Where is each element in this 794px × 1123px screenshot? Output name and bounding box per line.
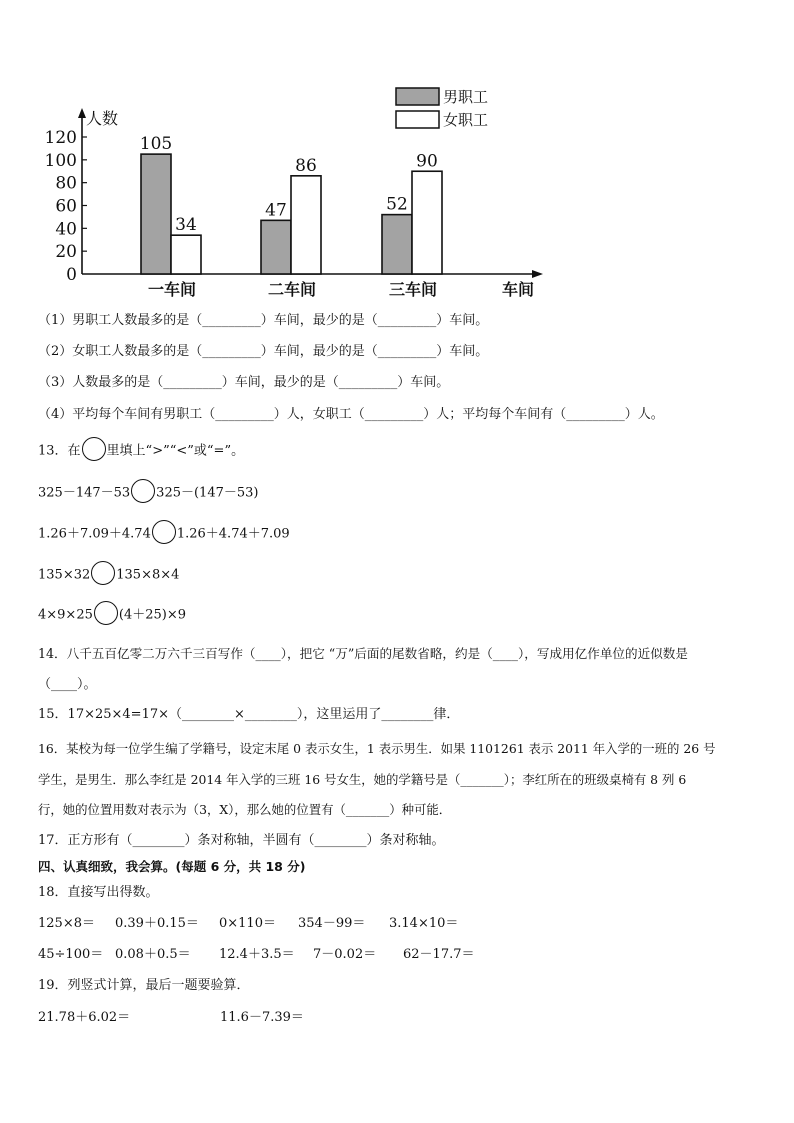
q13-row3 (38, 565, 179, 585)
q13-row4 (38, 605, 186, 625)
answer-circle[interactable] (152, 520, 176, 544)
calc-item: 125×8＝ (38, 916, 95, 931)
calc-item: 3.14×10＝ (389, 916, 459, 931)
bar-chart (0, 0, 794, 305)
q13-row4-right: (4＋25)×9 (118, 607, 186, 623)
answer-circle[interactable] (94, 601, 118, 625)
calc-item: 11.6－7.39＝ (220, 1010, 304, 1025)
bar (412, 171, 442, 274)
legend-swatch (396, 88, 439, 105)
q16-line2: 学生，是男生．那么李红是 2014 年入学的三班 16 号女生，她的学籍号是（_______）；李红所在的班级桌椅有 8 列 6 (38, 772, 687, 787)
y-axis-arrow (78, 108, 86, 118)
q13-row3-left: 135×32 (38, 567, 91, 583)
answer-circle[interactable] (131, 479, 155, 503)
q18-row2 (38, 946, 475, 964)
bar (171, 235, 201, 274)
section-heading: 四、认真细致，我会算。(每题 6 分，共 18 分) (38, 859, 306, 874)
q13-row1 (38, 483, 258, 503)
q13-row3-right: 135×8×4 (116, 567, 180, 583)
x-axis-title: 车间 (502, 280, 535, 299)
bar-value-label: 105 (139, 134, 173, 155)
calc-item: 0×110＝ (219, 916, 276, 931)
category-label: 三车间 (388, 280, 438, 299)
answer-circle[interactable] (91, 561, 115, 585)
bar-value-label: 34 (175, 215, 197, 236)
calc-item: 7－0.02＝ (313, 947, 377, 962)
q12-part1: （1）男职工人数最多的是（_________）车间，最少的是（_________）车间。 (38, 313, 489, 328)
y-axis-title: 人数 (86, 109, 119, 128)
q13-row4-left: 4×9×25 (38, 607, 93, 623)
y-tick-label: 100 (44, 150, 77, 171)
bar (382, 215, 412, 274)
legend-label: 男职工 (443, 88, 489, 106)
y-tick-label: 60 (55, 196, 77, 217)
calc-item: 12.4＋3.5＝ (219, 947, 295, 962)
y-tick-label: 120 (44, 128, 77, 148)
q19-items (38, 1009, 304, 1027)
q14-line2: （____）。 (38, 677, 97, 692)
calc-item: 0.08＋0.5＝ (115, 947, 191, 962)
q12-part3: （3）人数最多的是（_________）车间，最少的是（_________）车间。 (38, 375, 450, 390)
calc-item: 62－17.7＝ (403, 947, 475, 962)
q12-part2: （2）女职工人数最多的是（_________）车间，最少的是（_________）车间。 (38, 344, 489, 359)
answer-circle[interactable] (82, 437, 106, 461)
q18-title: 18．直接写出得数。 (38, 885, 159, 900)
category-label: 二车间 (267, 280, 317, 299)
y-tick-label: 80 (55, 173, 77, 194)
y-tick-label: 40 (55, 219, 77, 240)
bar-value-label: 86 (295, 155, 317, 176)
q13-intro (38, 441, 244, 461)
q12-part4: （4）平均每个车间有男职工（_________）人，女职工（_________）人；平均每个车间有（_________）人。 (38, 407, 664, 422)
y-tick-label: 20 (55, 242, 77, 263)
q16-line1: 16．某校为每一位学生编了学籍号，设定末尾 0 表示女生，1 表示男生．如果 1101261 表示 2011 年入学的一班的 26 号 (38, 741, 716, 756)
q13-row1-right: 325－(147－53) (156, 485, 259, 501)
q16-line3: 行，她的位置用数对表示为（3，X），那么她的位置有（_______）种可能． (38, 802, 452, 817)
q19-title: 19．列竖式计算，最后一题要验算． (38, 978, 250, 993)
bar (291, 176, 321, 274)
bar-value-label: 52 (386, 194, 408, 215)
chart-bars (140, 134, 442, 274)
y-tick-label: 0 (66, 265, 77, 285)
q18-row1 (38, 915, 458, 933)
bar (141, 154, 171, 274)
calc-item: 45÷100＝ (38, 947, 104, 962)
calc-item: 0.39＋0.15＝ (115, 916, 199, 931)
q15: 15．17×25×4=17×（________×________），这里运用了________律． (38, 707, 460, 722)
legend-label: 女职工 (443, 111, 489, 129)
q13-intro-b: 里填上“>”“<”或“=”。 (106, 443, 245, 459)
bar-value-label: 47 (265, 200, 287, 221)
category-label: 一车间 (147, 280, 197, 299)
bar-value-label: 90 (416, 151, 438, 172)
q14-line1: 14．八千五百亿零二万六千三百写作（____），把它 “万”后面的尾数省略，约是（____），写成用亿作单位的近似数是 (38, 646, 688, 661)
q17: 17．正方形有（________）条对称轴，半圆有（________）条对称轴。 (38, 833, 445, 848)
calc-item: 21.78＋6.02＝ (38, 1010, 131, 1025)
q13-row1-left: 325－147－53 (38, 485, 131, 501)
q13-row2-left: 1.26＋7.09＋4.74 (38, 526, 151, 542)
q13-intro-a: 13．在 (38, 443, 81, 459)
q13-row2-right: 1.26＋4.74＋7.09 (176, 526, 290, 542)
calc-item: 354－99＝ (298, 916, 366, 931)
q13-row2 (38, 524, 290, 544)
chart-legend (396, 88, 488, 129)
bar (261, 220, 291, 274)
x-axis-arrow (532, 270, 543, 278)
legend-swatch (396, 111, 439, 128)
